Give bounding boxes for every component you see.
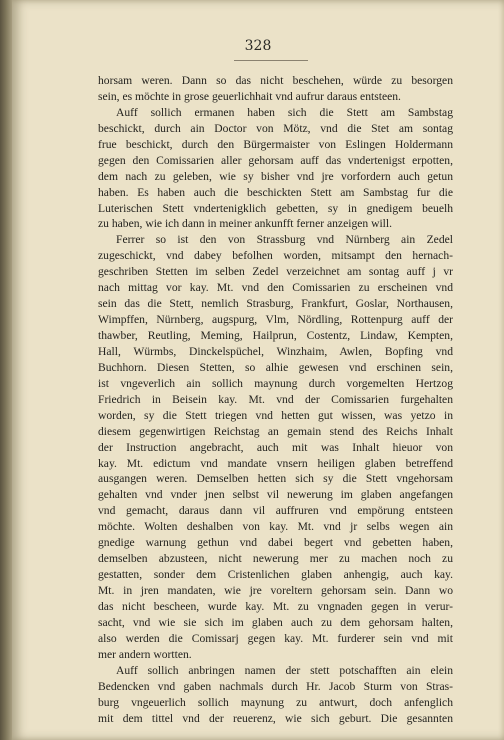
text-line: kay. Mt. edictum vnd mandate vnsern heiligen glaben betreffend — [98, 456, 453, 470]
text-line: dem nach zu geleben, wie sy bisher vnd jre vorfordern auch getun — [98, 169, 453, 183]
text-line: diesem gegenwirtigen Reichstag an gemain stend des Reichs Inhalt — [98, 424, 453, 438]
text-line: gehalten vnd vnder jnen selbst vil newerung im glaben angefangen — [98, 488, 453, 502]
text-line: das nicht bescheen, wurde kay. Mt. zu vngnaden gegen in verur- — [98, 599, 453, 613]
text-line: ausgangen weren. Demselben hetten sich sy die Stett vngehorsam — [98, 472, 453, 486]
text-line: Hall, Würmbs, Dinckelspüchel, Winzhaim, Awlen, Bopfing vnd — [98, 344, 453, 358]
text-line: nach mittag vor kay. Mt. vnd den Comissarien zu erscheinen vnd — [98, 281, 453, 295]
text-line: geschriben Stetten im selben Zedel verzeichnet am sontag auff j vr — [98, 265, 453, 279]
text-line: sein, es möchte in grose geuerlichhait vnd aufrur daraus entsteen. — [98, 89, 401, 103]
text-line: also werden die Comissarj gegen kay. Mt. furderer sein vnd mit — [98, 631, 453, 645]
text-line: vnd gemacht, daraus dann vil auffruren vnd empörung entsteen — [98, 504, 453, 518]
text-line: mit dem tittel vnd der reuerenz, wie sich geburt. Die gesannten — [98, 711, 453, 725]
text-line: ist vngeverlich ain sollich maynung durch vorgemelten Hertzog — [98, 376, 453, 390]
text-line: worden, sy die Stett triegen vnd hetten gut wissen, was yetzo in — [98, 408, 453, 422]
text-line: Wimpffen, Nürnberg, augspurg, Vlm, Nördling, Rottenpurg auff der — [98, 313, 453, 327]
text-line: gegen den Comissarien aller gehorsam auff das vndertenigst erpotten, — [98, 153, 453, 167]
page-number: 328 — [244, 38, 272, 54]
text-line: gestatten, sonder dem Cristenlichen glaben anhengig, auch kay. — [98, 568, 453, 582]
text-line: Bedencken vnd gaben nachmals durch Hr. Jacob Sturm von Stras- — [98, 679, 453, 693]
text-line: zu haben, wie ich dann in meiner ankunfft ferner anzeigen will. — [98, 217, 393, 231]
text-line: frue beschickt, durch den Bürgermaister von Eslingen Holdermann — [98, 137, 453, 151]
body-text — [98, 73, 453, 726]
text-line: thawber, Reutling, Meming, Hailprun, Costentz, Lindaw, Kempten, — [98, 329, 453, 342]
text-line: sein das die Stett, nemlich Strasburg, Frankfurt, Goslar, Northausen, — [98, 297, 453, 311]
text-line: beschickt, durch ain Doctor von Mötz, vnd die Stet am sontag — [98, 121, 453, 135]
text-line: Ferrer so ist den von Strassburg vnd Nürnberg ain Zedel — [116, 233, 453, 247]
text-line: horsam weren. Dann so das nicht beschehen, würde zu besorgen — [98, 74, 453, 87]
text-line: demselben abzusteen, nicht newerung mer zu machen noch zu — [98, 552, 453, 566]
text-line: Luterischen Stett vndertenigklich gebetten, sy in gnedigem beuelh — [98, 201, 453, 215]
text-line: Auff sollich ermanen haben sich die Stett am Sambstag — [116, 105, 453, 119]
book-page — [12, 0, 504, 740]
text-line: gnedige warnung gethun vnd dabei begert vnd gebetten haben, — [98, 536, 453, 550]
text-line: Auff sollich anbringen namen der stett potschafften ain elein — [116, 663, 453, 677]
text-line: haben. Es haben auch die beschickten Stett am Sambstag fur die — [98, 185, 453, 199]
text-line: Mt. in jren mandaten, wie jre voreltern gehorsam sein. Dann wo — [98, 584, 453, 597]
text-line: möchte. Wolten deshalben von kay. Mt. vnd jr selbs wegen ain — [98, 520, 453, 534]
text-line: zugeschickt, vnd dabey befolhen worden, mitsampt den hernach- — [98, 249, 453, 263]
text-line: sacht, vnd wie sie sich im glaben auch zu dem gehorsam halten, — [98, 615, 453, 629]
text-line: der Instruction angebracht, auch mit was Inhalt hieuor von — [98, 440, 453, 454]
header-rule — [234, 60, 308, 61]
text-line: Buchhorn. Diesen Stetten, so alhie gewesen vnd erschinen sein, — [98, 360, 453, 374]
text-line: Friedrich in Beisein kay. Mt. vnd der Comissarien furgehalten — [98, 392, 453, 406]
text-line: mer andern wortten. — [98, 647, 192, 661]
text-line: burg vngeuerlich sollich maynung zu antwurt, doch anfenglich — [98, 695, 453, 709]
